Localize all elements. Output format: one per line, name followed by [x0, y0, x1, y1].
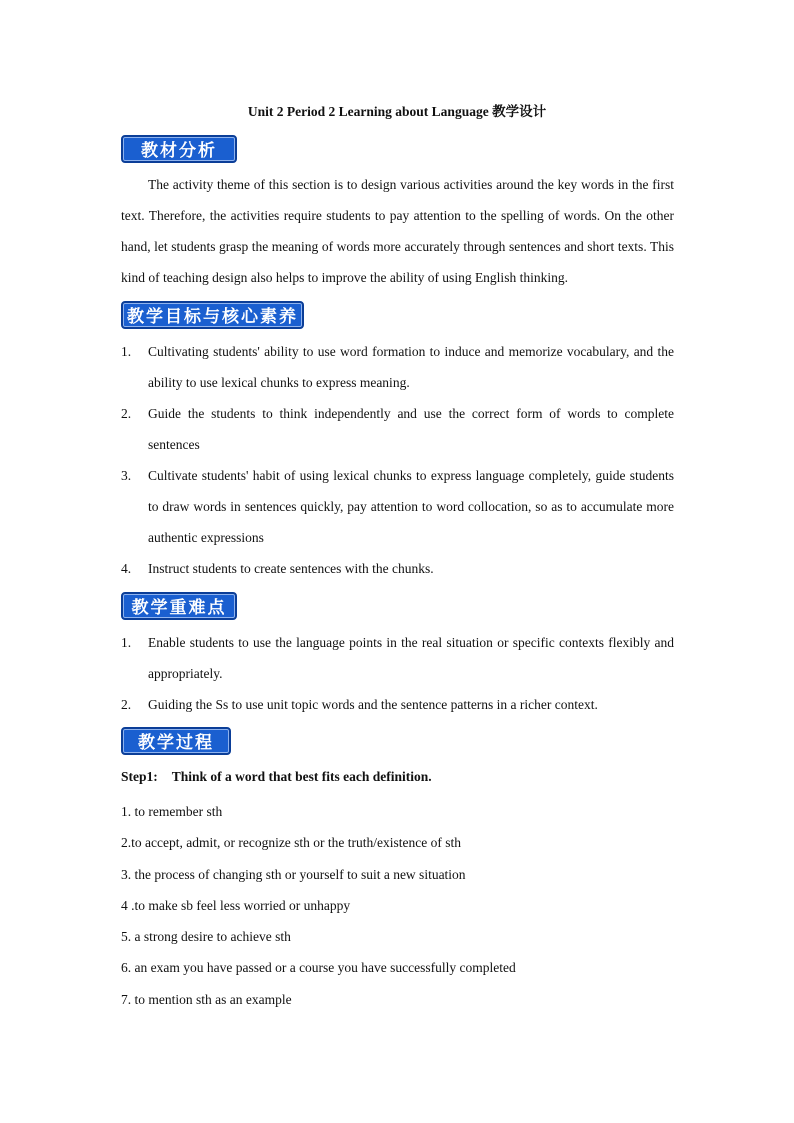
- list-number: 1.: [121, 344, 132, 359]
- list-number: 3.: [121, 468, 132, 483]
- section-heading-objectives: 教学目标与核心素养: [121, 301, 304, 329]
- objectives-list: [121, 336, 674, 584]
- list-text: Enable students to use the language points in the real situation or specific contexts flexibly and appropriately.: [148, 635, 674, 681]
- document-title: Unit 2 Period 2 Learning about Language 教学设计: [247, 104, 547, 119]
- list-text: Cultivate students' habit of using lexical chunks to express language completely, guide students to draw words in sentences quickly, pay attention to word collocation, so as to accumulate more authentic expressions: [148, 468, 674, 545]
- section-heading-analysis: 教材分析: [121, 135, 237, 163]
- analysis-text: The activity theme of this section is to design various activities around the key words in the first text. Therefore, the activities require students to pay attention to the spelling of words. On the other hand, let students grasp the meaning of words more accurately through sentences and short texts. This kind of teaching design also helps to improve the ability of using English thinking.: [121, 177, 674, 285]
- definition-item: 7. to mention sth as an example: [121, 991, 292, 1007]
- definitions-list: [121, 796, 674, 1015]
- list-number: 1.: [121, 635, 132, 650]
- list-text: Cultivating students' ability to use word formation to induce and memorize vocabulary, and the ability to use lexical chunks to express meaning.: [148, 344, 674, 390]
- list-item: [121, 460, 674, 553]
- list-item: [121, 336, 674, 398]
- list-text: Instruct students to create sentences with the chunks.: [148, 561, 434, 576]
- list-text: Guide the students to think independently and use the correct form of words to complete sentences: [148, 406, 674, 452]
- list-number: 2.: [121, 697, 132, 712]
- definition-item: 5. a strong desire to achieve sth: [121, 929, 291, 945]
- list-number: 4.: [121, 561, 132, 576]
- definition-item: 4 .to make sb feel less worried or unhappy: [121, 897, 351, 913]
- definition-item: 3. the process of changing sth or yourself to suit a new situation: [121, 866, 466, 882]
- definition-item: 6. an exam you have passed or a course you have successfully completed: [121, 960, 516, 976]
- analysis-paragraph: [121, 169, 674, 293]
- section-heading-key-points: 教学重难点: [121, 592, 237, 620]
- list-item: [121, 627, 674, 689]
- step-label: Step1:: [121, 769, 158, 784]
- key-points-list: [121, 627, 674, 720]
- step-instruction: Think of a word that best fits each definition.: [171, 769, 432, 784]
- list-text: Guiding the Ss to use unit topic words and the sentence patterns in a richer context.: [148, 697, 598, 712]
- list-item: [121, 398, 674, 460]
- definition-item: 2.to accept, admit, or recognize sth or the truth/existence of sth: [121, 835, 462, 851]
- list-item: [121, 553, 674, 584]
- step-heading: [121, 767, 432, 787]
- list-number: 2.: [121, 406, 132, 421]
- definition-item: 1. to remember sth: [121, 804, 223, 819]
- section-heading-process: 教学过程: [121, 727, 231, 755]
- list-item: [121, 689, 674, 720]
